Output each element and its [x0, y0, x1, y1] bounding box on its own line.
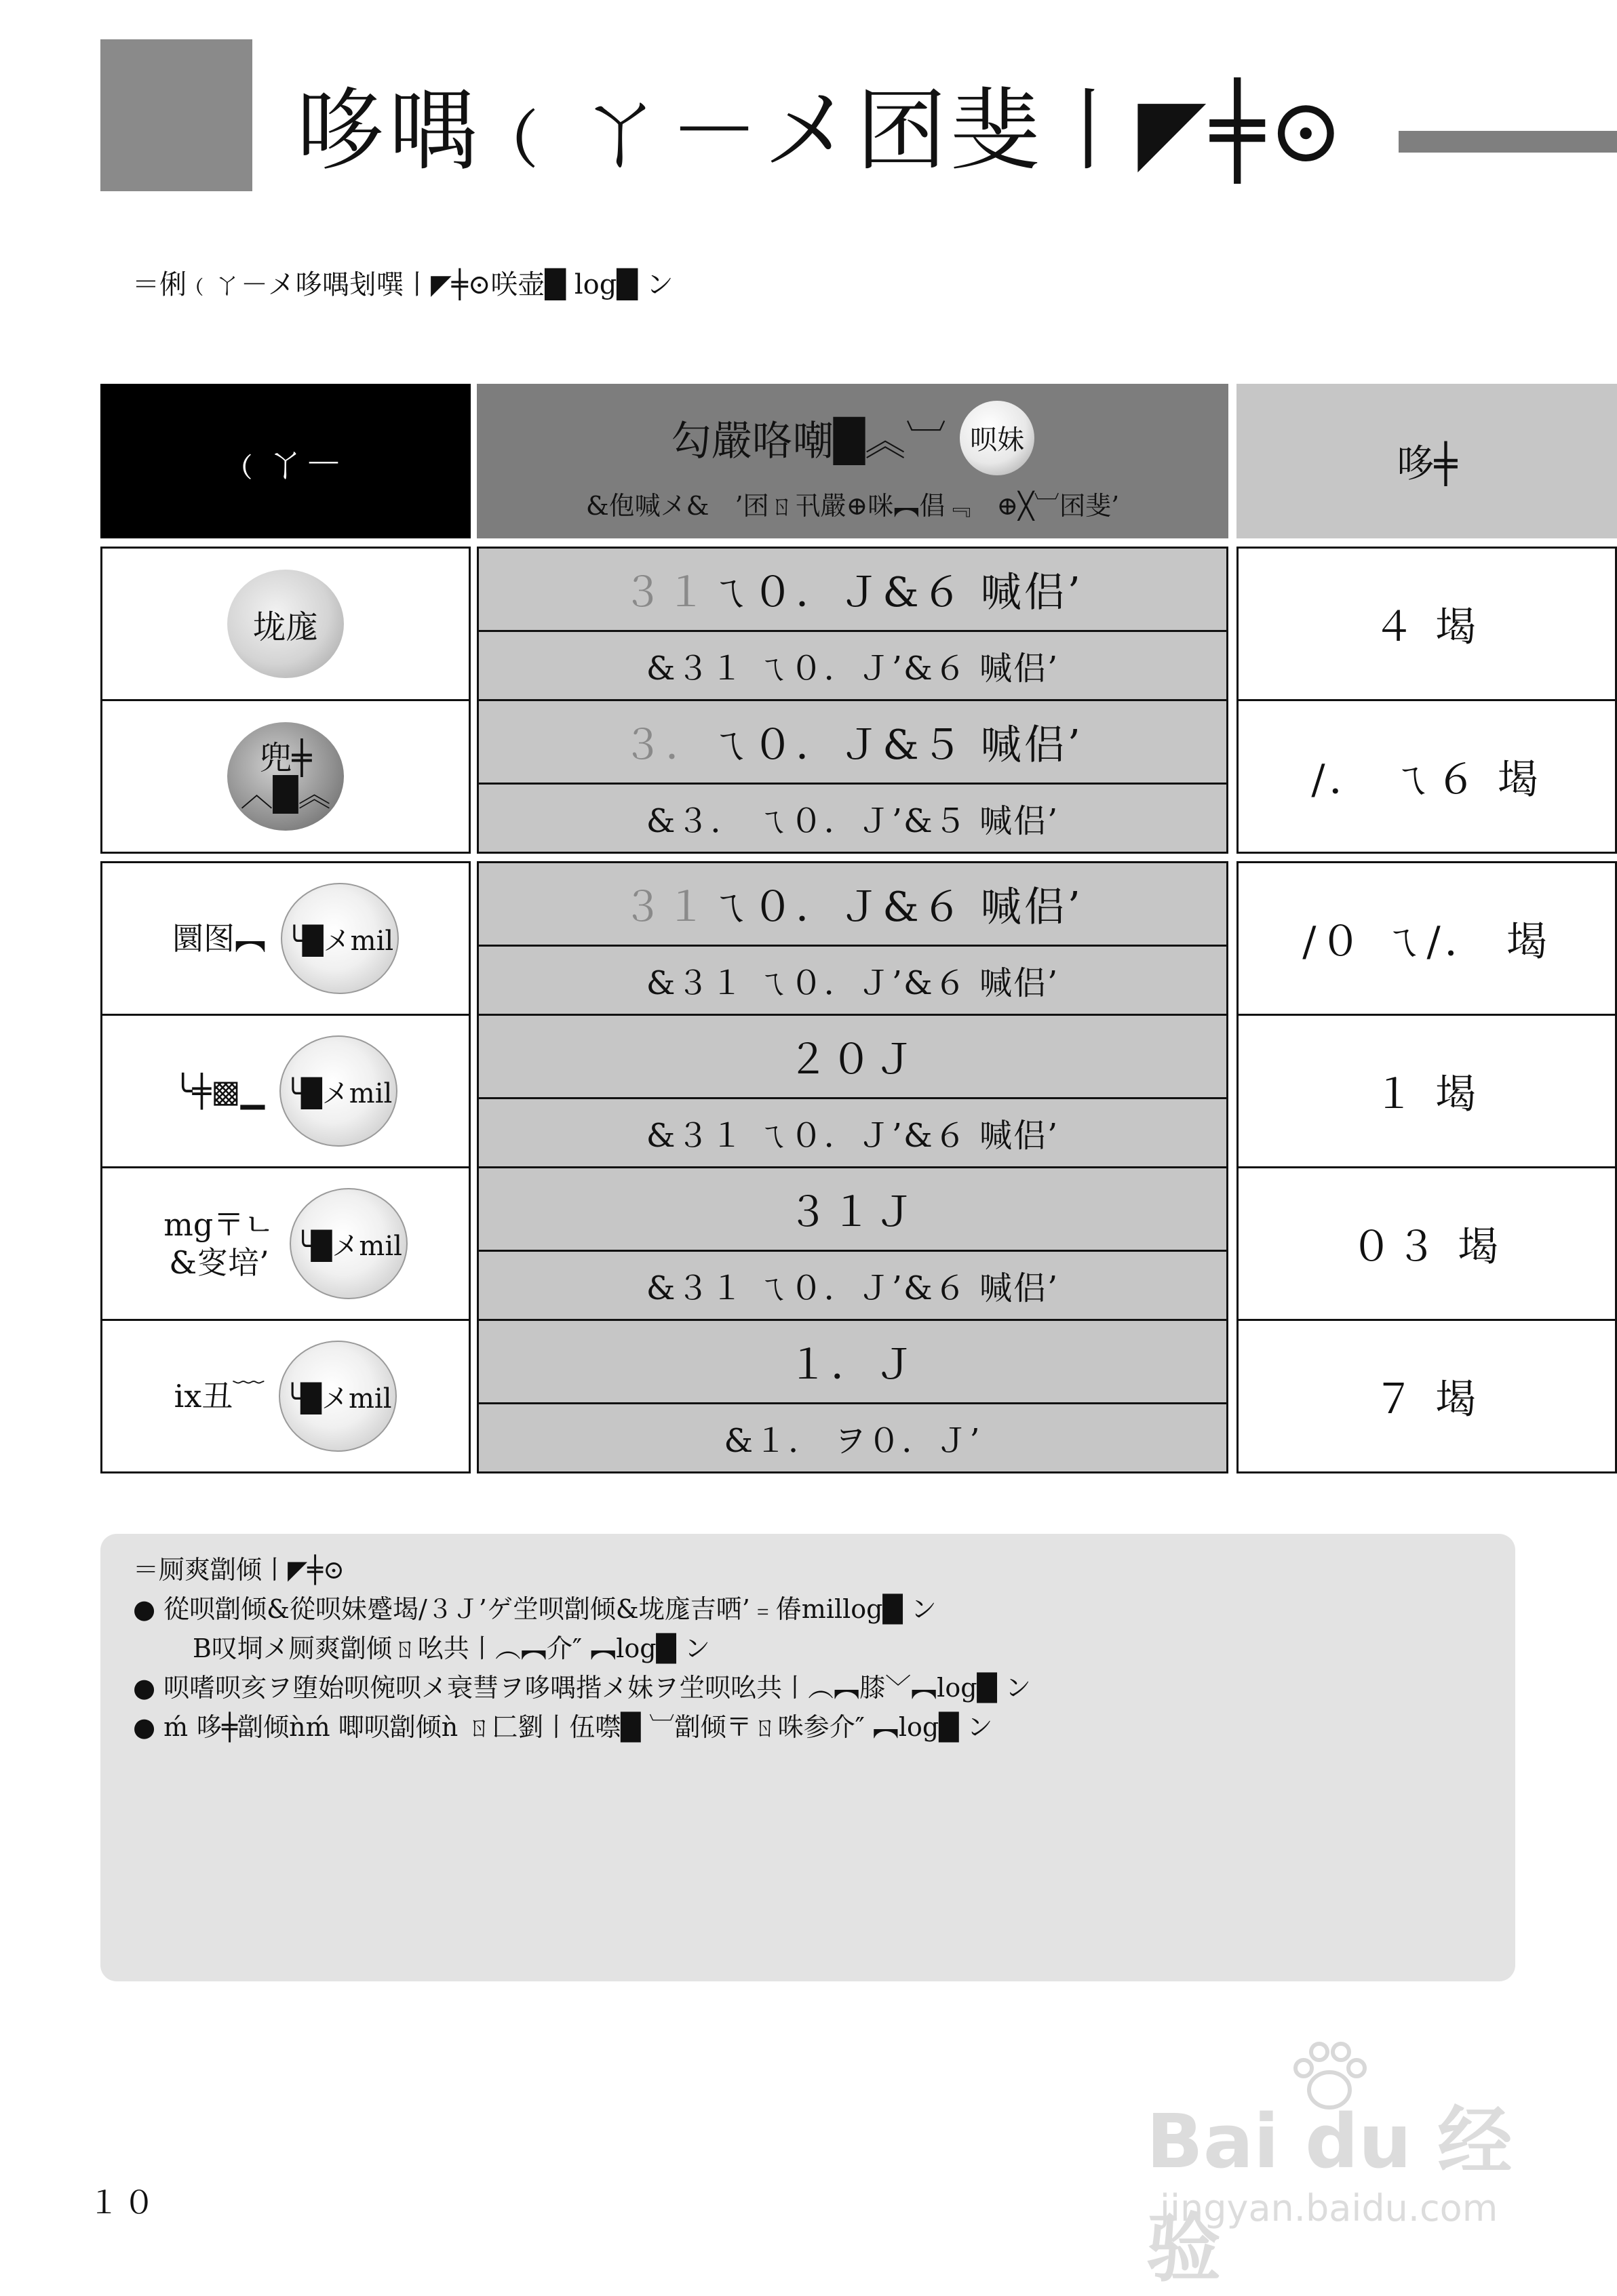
value-rest: ㄟ０．Ｊ&６ 喊侣’ [709, 884, 1083, 931]
watermark-brand: Bai du 经验 [1146, 2098, 1513, 2292]
value-prefix: ３． [622, 721, 709, 769]
table-cell-time: １ 堨 [1236, 1014, 1617, 1168]
mode-label-line2: ︿█︽ [240, 776, 331, 814]
header-gray-block [100, 39, 252, 191]
egg-icon: ╰█メmil [281, 883, 399, 994]
value-prefix: ３１ [622, 569, 709, 616]
notes-heading: ＝厕爽劏倾丨◤╪⊙ [133, 1555, 345, 1585]
table-cell-value-sub: &１． ヲ０．Ｊ’ [477, 1402, 1228, 1473]
table-cell-value: ３１Ｊ [477, 1166, 1228, 1252]
notes-item-text: ḿ 哆╪劏倾ǹḿ 唧呗劏倾ǹ ㄖ匚劉丨伍噤█ ︺劏倾〒ㄖ咮参介″ ︻log█ ン [163, 1712, 993, 1742]
mode-label: ╰╪▩▁ [173, 1073, 265, 1109]
value-rest: ㄟ０．Ｊ&５ 喊侣’ [709, 721, 1083, 769]
value-header-badge: 呗妹 [960, 401, 1034, 475]
table-cell-value: １．Ｊ [477, 1319, 1228, 1404]
mode-label-line1: mg〒ㄴ [163, 1206, 275, 1243]
column-header-mode: ﹙ㄚ－ [100, 384, 471, 538]
bullet-icon: ● [133, 1594, 156, 1624]
egg-icon: ╰█メmil [279, 1035, 397, 1147]
mode-pill-icon [227, 722, 344, 831]
table-row-mode [100, 1014, 471, 1168]
mode-label-line1: 兜╪ [259, 739, 312, 777]
table-row-mode [100, 861, 471, 1016]
table-cell-value [477, 861, 1228, 947]
value-header-label: 勾嚴咯嘲█︽︺ [670, 417, 947, 465]
column-header-time: 哆╪ [1236, 384, 1617, 538]
table-cell-value-sub: &３１ ㄟ０．Ｊ’&６ 喊侣’ [477, 1250, 1228, 1321]
baidu-watermark [1146, 2041, 1526, 2292]
notes-item-text: 從呗劏倾&從呗妹蹙堨/３Ｊ’ゲ坣呗劏倾&垅庬吉哂’﹦偆millog█ ン [163, 1594, 937, 1624]
table-cell-time: /． ㄟ６ 堨 [1236, 699, 1617, 854]
table-cell-time: /０ ㄟ/． 堨 [1236, 861, 1617, 1016]
mode-label: ix丑﹋ [174, 1378, 265, 1414]
mode-label [163, 1206, 275, 1282]
table-cell-value [477, 699, 1228, 785]
header-gray-bar [1399, 131, 1617, 153]
value-header-note: &佨喊メ& ’囨ㄖ卂嚴⊕咪︻倡﹃ ⊕╳︺囨斐’ [585, 490, 1120, 521]
table-cell-value [477, 547, 1228, 632]
watermark-url: jingyan.baidu.com [1160, 2187, 1498, 2230]
column-header-value [477, 384, 1228, 538]
table-cell-value-sub: &３１ ㄟ０．Ｊ’&６ 喊侣’ [477, 630, 1228, 701]
notes-item [133, 1668, 1515, 1707]
table-row-mode [100, 699, 471, 854]
page-title: 哆喁﹙ㄚ－メ囨斐丨◤╪⊙ [295, 79, 1348, 183]
mode-label-line2: &叜培’ [169, 1244, 269, 1281]
table-cell-time: ４ 堨 [1236, 547, 1617, 701]
page-subtitle: ＝俐﹙ㄚ－メ哆喁刬噀丨◤╪⊙咲壶█ log█ ン [132, 269, 674, 300]
mode-label: 圜图︻ [172, 920, 266, 957]
notes-item-text: 呗嗜呗亥ヲ堕始呗倇呗メ衰彗ヲ哆喁揩メ妹ヲ坣呗吆共丨︵︻膝﹀︻log█ ン [163, 1673, 1031, 1703]
bullet-icon: ● [133, 1673, 156, 1703]
table-cell-value-sub: &３１ ㄟ０．Ｊ’&６ 喊侣’ [477, 1097, 1228, 1168]
value-header-main [671, 401, 1034, 475]
notes-item [133, 1629, 1515, 1668]
table-cell-value-sub: &３１ ㄟ０．Ｊ’&６ 喊侣’ [477, 945, 1228, 1016]
page-number: １０ [88, 2184, 159, 2221]
table-row-mode [100, 547, 471, 701]
table-cell-value: ２０Ｊ [477, 1014, 1228, 1099]
mode-pill-icon [227, 570, 344, 678]
notes-box [100, 1534, 1515, 1981]
egg-icon: ╰█メmil [279, 1341, 397, 1452]
table-cell-value-sub: &３． ㄟ０．Ｊ’&５ 喊侣’ [477, 783, 1228, 854]
table-cell-time: ０３ 堨 [1236, 1166, 1617, 1321]
table-row-mode [100, 1319, 471, 1473]
table-cell-time: ７ 堨 [1236, 1319, 1617, 1473]
notes-item-text: B叹垌メ厕爽劏倾ㄖ吆共丨︵︻介″ ︻log█ ン [193, 1634, 710, 1663]
egg-icon: ╰█メmil [290, 1188, 408, 1299]
bullet-icon: ● [133, 1712, 156, 1742]
value-prefix: ３１ [622, 884, 709, 931]
notes-item [133, 1707, 1515, 1747]
value-rest: ㄟ０．Ｊ&６ 喊侣’ [709, 569, 1083, 616]
mode-label: 垅庬 [252, 608, 318, 646]
notes-item [133, 1589, 1515, 1629]
table-row-mode [100, 1166, 471, 1321]
